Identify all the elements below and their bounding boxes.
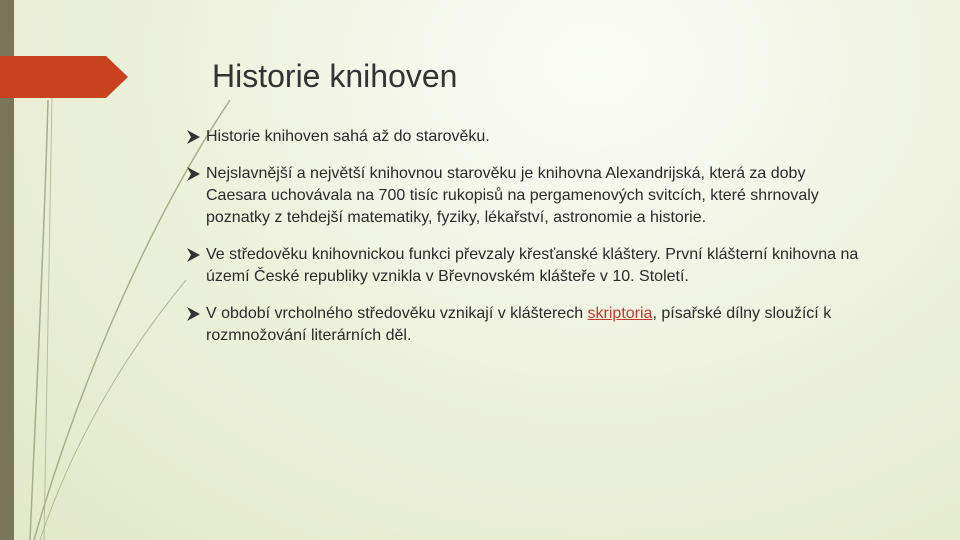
title-arrow-shape <box>0 56 128 98</box>
bullet-text-after-link: , písařské dílny sloužící k rozmnožování literárních děl. <box>206 305 832 344</box>
bullet-text: Historie knihoven sahá až do starověku. <box>206 128 490 145</box>
bullet-text-before-link: V období vrcholného středověku vznikají v klášterech <box>206 305 588 322</box>
bullet-item <box>186 244 866 288</box>
arrowhead-bullet-icon <box>186 130 200 144</box>
slide-title: Historie knihoven <box>212 58 458 94</box>
arrowhead-bullet-icon <box>186 248 200 262</box>
arrowhead-bullet-icon <box>186 307 200 321</box>
bullet-text: Nejslavnější a největší knihovnou starověku je knihovna Alexandrijská, která za doby Caesara uchovávala na 700 tisíc rukopisů na pergamenových svitcích, které shrnovaly poznatky z tehdejší matematiky, fyziky, lékařství, astronomie a historie. <box>206 165 819 226</box>
bullet-item <box>186 303 866 347</box>
bullet-item <box>186 163 866 229</box>
bullet-text: Ve středověku knihovnickou funkci převzaly křesťanské kláštery. První klášterní knihovna na území České republiky vznikla v Břevnovském klášteře v 10. Století. <box>206 246 859 285</box>
arrowhead-bullet-icon <box>186 167 200 181</box>
bullet-list <box>186 126 866 362</box>
bullet-item <box>186 126 866 148</box>
skriptoria-link[interactable]: skriptoria <box>587 305 653 322</box>
